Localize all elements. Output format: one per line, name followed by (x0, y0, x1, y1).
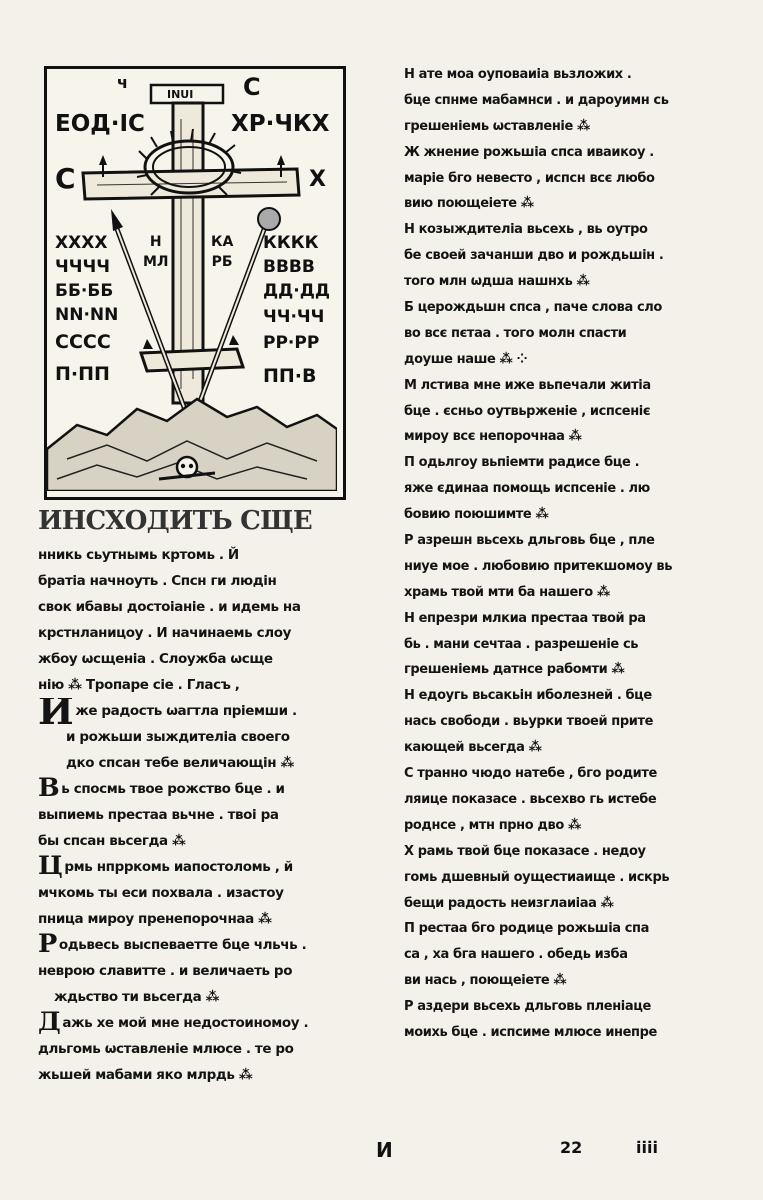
text-line: свок ибавы достоіаніе . и идемь на (38, 599, 301, 615)
text-line: выпиемь престаа вьчне . твоі ра (38, 807, 279, 823)
woodcut-letter-row: П·ПП (55, 363, 110, 385)
text-line: Н козыждителіа вьсехь , вь оутро (404, 222, 648, 238)
text-line-body: ь спосмь твое рожство бце . и (61, 781, 285, 797)
text-line: бы спсан вьсегда ⁂ (38, 833, 186, 849)
woodcut-spear-label-left: Н МЛ (143, 234, 169, 270)
text-line: моихь бце . испсиме млюсе инепре (404, 1024, 657, 1040)
text-line: бце спнме мабамнси . и дароуимн сь (404, 92, 669, 108)
text-line-body: рмь нпрркомь иапостоломь , й (64, 859, 293, 875)
text-line: Х рамь твой бце показасе . недоу (404, 843, 646, 859)
text-line-body: же радость ωагтла пріемши . (75, 703, 297, 719)
verse-initial: Ц (38, 854, 63, 880)
text-line: крстнланицоу . И начинаемь слоу (38, 625, 291, 641)
text-line (38, 932, 356, 958)
text-line (38, 698, 356, 724)
text-line: М лстива мне иже вьпечали житіа (404, 377, 651, 393)
text-line: бь . мани сечтаа . разрешеніе сь (404, 636, 639, 652)
woodcut-label-top-left-small: ч (117, 73, 128, 92)
text-line: са , ха бга нашего . обедь изба (404, 947, 628, 963)
text-line: бе своей зачанши дво и рождьшін . (404, 248, 664, 264)
woodcut-letter-row: ДД·ДД (263, 281, 331, 301)
text-line: и рожьши зыждителіа своего (66, 729, 290, 745)
text-line: мироу всє непорочнаа ⁂ (404, 429, 582, 445)
text-line (38, 776, 356, 802)
text-line: ви нась , поющеіете ⁂ (404, 973, 567, 989)
text-line: грешеніемь ωставленіе ⁂ (404, 118, 590, 134)
text-line: грешеніемь датнсе рабомти ⁂ (404, 662, 625, 678)
text-line: яже єдинаа помощь испсеніе . лю (404, 481, 650, 497)
woodcut-label-mid-right: Х (309, 167, 326, 192)
text-line: ниуе мое . любовию притекшомоу вь (404, 558, 673, 574)
text-line: бовию поюшимте ⁂ (404, 507, 549, 523)
verse-initial: В (38, 776, 60, 802)
text-line: пница мироу пренепорочнаа ⁂ (38, 911, 272, 927)
woodcut-label-top-right: ХР·ЧКХ (231, 111, 330, 137)
text-line: Р азрешн вьсехь дльговь бце , пле (404, 533, 655, 549)
text-line: неврою славитте . и величаеть ро (38, 963, 293, 979)
text-line: бце . єсньо оутвьрженіе , испсеніє (404, 403, 651, 419)
text-line: Н едоугь вьсакьін иболезней . бце (404, 688, 652, 704)
text-line: Н ате моа оуповаиіа вьзложих . (404, 67, 632, 82)
woodcut-letter-row: ЧЧЧЧ (55, 257, 110, 277)
text-line: жьшей мабами яко млрдь ⁂ (38, 1067, 253, 1083)
text-line: бещи радость неизглаиіаа ⁂ (404, 895, 614, 911)
drop-initial: И (38, 698, 74, 724)
woodcut-letter-row: ВВВВ (263, 257, 315, 277)
woodcut-letter-row: ЧЧ·ЧЧ (263, 307, 325, 327)
text-line: маріе бго невесто , испсн всє любо (404, 170, 655, 186)
text-line: Б церождьшн спса , паче слова сло (404, 300, 662, 316)
woodcut-letter-row: NN·NN (55, 305, 119, 325)
text-line: мчкомь ты еси похвала . изастоу (38, 885, 284, 901)
signature-mark: И (376, 1138, 393, 1162)
woodcut-letter-row: ББ·ББ (55, 281, 114, 301)
verse-initial: Р (38, 932, 57, 958)
text-line: жбоу ωсщеніа . Слоужба ωсще (38, 651, 273, 667)
text-line: гомь дшевный оущестиаище . искрь (404, 869, 670, 885)
text-line: Н епрезри млкиа престаа твой ра (404, 610, 646, 626)
woodcut-label-top-right-small: С (243, 73, 261, 101)
woodcut-letter-row: КККК (263, 233, 319, 253)
text-line (38, 1010, 356, 1036)
text-line: того млн ωдша нашнхь ⁂ (404, 274, 590, 290)
text-line: ждьство ти вьсегда ⁂ (54, 989, 220, 1005)
woodcut-letter-row: ХХХХ (55, 233, 108, 253)
text-line: братіа начноуть . Спсн ги людін (38, 573, 277, 589)
text-line: ляице показасе . вьсехво гь истебе (404, 791, 657, 807)
text-line (38, 854, 356, 880)
text-line: вию поющеіете ⁂ (404, 196, 534, 212)
verse-initial: Д (38, 1010, 61, 1036)
text-line: роднсе , мтн прно дво ⁂ (404, 817, 581, 833)
folio-number: іііі (636, 1138, 658, 1157)
text-line: С транно чюдо натебе , бго родите (404, 766, 657, 782)
text-line: Ж жнение рожьшіа спса иваикоу . (404, 144, 654, 160)
woodcut-letter-row: РР·РР (263, 333, 320, 353)
text-line: П одьлгоу вьпіемти радисе бце . (404, 455, 640, 471)
woodcut-spear-label-right: КА РБ (211, 234, 234, 270)
text-line: кающей вьсегда ⁂ (404, 740, 542, 756)
text-line: П рестаа бго родице рожьшіа спа (404, 921, 650, 937)
left-text-column (38, 500, 356, 1088)
woodcut-letter-row: ПП·В (263, 365, 317, 387)
text-line: нась свободи . вьурки твоей прите (404, 714, 654, 730)
text-line: дко спсан тебе величающін ⁂ (66, 755, 294, 771)
woodcut-label-top-left: ЕОД·ІС (55, 111, 145, 137)
text-line: дльгомь ωставленіе млюсе . те ро (38, 1041, 294, 1057)
text-line: доуше наше ⁂ ⁘ (404, 351, 528, 367)
right-text-column (404, 62, 738, 1046)
text-line: Р аздери вьсехь дльговь пленіаце (404, 999, 651, 1015)
woodcut-letter-row: СССС (55, 331, 111, 353)
service-heading: ИНСХОДИТЬ СЩЕ (38, 506, 312, 536)
text-line: нникь сьутнымь кртомь . Й (38, 547, 239, 563)
page-number: 22 (560, 1138, 583, 1157)
text-line: во всє пєтаа . того молн спасти (404, 325, 627, 341)
woodcut-label-mid-left: С (55, 162, 76, 195)
text-line: храмь твой мти ба нашего ⁂ (404, 584, 610, 600)
text-line: нію ⁂ Тропаре сіе . Гласъ , (38, 677, 240, 693)
woodcut-sign-text: INUI (167, 88, 194, 101)
text-line-body: одьвесь выспеваетте бце чльчь . (58, 937, 307, 953)
crucifixion-woodcut (44, 66, 346, 500)
text-line-body: ажь хе мой мне недостоиномоу . (62, 1015, 309, 1031)
